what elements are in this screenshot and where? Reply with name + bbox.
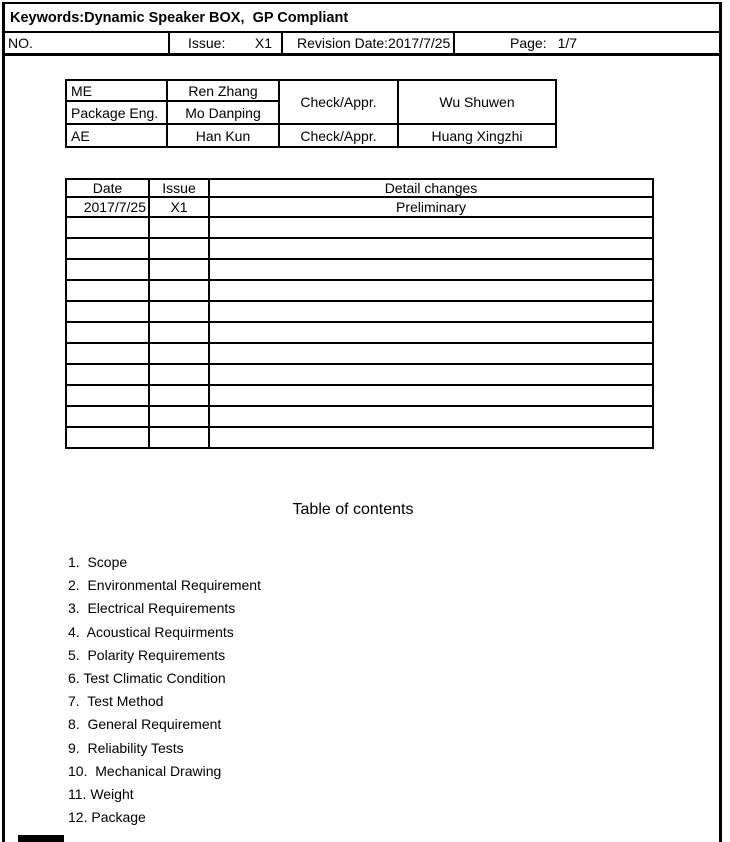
toc-item: 4. Acoustical Requirments <box>68 623 234 640</box>
revision-empty-cell <box>149 385 209 406</box>
page-label: Page: <box>510 35 547 51</box>
revision-empty-cell <box>209 301 653 322</box>
revision-header-row <box>66 179 653 197</box>
revision-empty-cell <box>66 238 149 259</box>
approval-role: ME <box>66 80 167 101</box>
check-appr-name: Huang Xingzhi <box>398 124 556 147</box>
revision-empty-row <box>66 259 653 280</box>
revision-empty-cell <box>209 259 653 280</box>
revision-issue: X1 <box>149 197 209 217</box>
revision-empty-cell <box>209 280 653 301</box>
check-appr-label: Check/Appr. <box>279 124 398 147</box>
revision-empty-row <box>66 301 653 322</box>
revision-empty-cell <box>66 217 149 238</box>
toc-item: 6. Test Climatic Condition <box>68 669 226 686</box>
keywords-row <box>5 4 719 33</box>
approval-row-ae <box>66 124 556 147</box>
revision-empty-cell <box>209 238 653 259</box>
revision-header-issue: Issue <box>149 179 209 197</box>
approval-table <box>65 79 557 148</box>
revision-header-date: Date <box>66 179 149 197</box>
revision-empty-cell <box>66 406 149 427</box>
toc-item: 7. Test Method <box>68 693 164 710</box>
revision-empty-row <box>66 364 653 385</box>
toc-list <box>68 551 261 829</box>
revision-detail: Preliminary <box>209 197 653 217</box>
revision-table-body <box>66 179 653 448</box>
approval-row-me <box>66 80 556 101</box>
toc-title: Table of contents <box>292 501 414 518</box>
revision-empty-cell <box>66 343 149 364</box>
no-cell <box>5 33 170 53</box>
revision-empty-cell <box>149 364 209 385</box>
revision-empty-cell <box>209 364 653 385</box>
cutoff-content-bar <box>18 835 64 842</box>
revision-empty-cell <box>149 322 209 343</box>
approval-name: Ren Zhang <box>167 80 279 101</box>
toc-item: 10. Mechanical Drawing <box>68 762 222 779</box>
toc-item: 3. Electrical Requirements <box>68 600 236 617</box>
issue-value: X1 <box>254 35 272 51</box>
revision-empty-row <box>66 343 653 364</box>
revision-empty-cell <box>209 217 653 238</box>
keywords-text: Keywords:Dynamic Speaker BOX, GP Compliant <box>10 9 349 26</box>
approval-name: Mo Danping <box>167 101 279 124</box>
revision-history-table <box>65 178 654 449</box>
issue-cell <box>170 33 283 53</box>
revision-date-cell <box>283 33 455 53</box>
revision-empty-cell <box>149 217 209 238</box>
approval-role: AE <box>66 124 167 147</box>
revision-empty-cell <box>66 322 149 343</box>
toc-item: 5. Polarity Requirements <box>68 646 226 663</box>
revision-empty-row <box>66 322 653 343</box>
revision-empty-row <box>66 238 653 259</box>
revision-empty-cell <box>66 301 149 322</box>
revision-empty-cell <box>66 427 149 448</box>
issue-label: Issue: <box>188 35 226 51</box>
revision-empty-cell <box>149 301 209 322</box>
revision-empty-cell <box>209 343 653 364</box>
revision-empty-row <box>66 406 653 427</box>
toc-item: 1. Scope <box>68 554 128 570</box>
revision-data-row <box>66 197 653 217</box>
revision-date-label: Revision Date: <box>297 35 389 51</box>
revision-empty-cell <box>149 427 209 448</box>
toc-item: 11. Weight <box>68 785 134 802</box>
toc-item: 8. General Requirement <box>68 716 222 733</box>
revision-empty-cell <box>149 280 209 301</box>
toc-item: 12. Package <box>68 809 146 826</box>
check-appr-name: Wu Shuwen <box>398 80 556 124</box>
revision-empty-cell <box>66 385 149 406</box>
page-number-value: 1/7 <box>557 35 578 51</box>
approval-name: Han Kun <box>167 124 279 147</box>
toc-item: 2. Environmental Requirement <box>68 577 261 594</box>
revision-empty-cell <box>209 322 653 343</box>
revision-empty-row <box>66 217 653 238</box>
revision-empty-cell <box>209 406 653 427</box>
revision-empty-cell <box>149 343 209 364</box>
revision-empty-cell <box>149 259 209 280</box>
toc-item: 9. Reliability Tests <box>68 739 184 756</box>
revision-empty-row <box>66 385 653 406</box>
document-info-row <box>5 33 719 56</box>
revision-date-value: 2017/7/25 <box>388 35 451 51</box>
no-label: NO. <box>8 35 33 51</box>
revision-date: 2017/7/25 <box>66 197 149 217</box>
revision-empty-cell <box>149 238 209 259</box>
approval-role: Package Eng. <box>66 101 167 124</box>
check-appr-label: Check/Appr. <box>279 80 398 124</box>
revision-empty-cell <box>149 406 209 427</box>
revision-header-detail: Detail changes <box>209 179 653 197</box>
revision-empty-cell <box>66 259 149 280</box>
revision-empty-cell <box>209 427 653 448</box>
page-number-cell <box>455 33 719 53</box>
revision-empty-cell <box>209 385 653 406</box>
revision-empty-row <box>66 427 653 448</box>
revision-empty-row <box>66 280 653 301</box>
revision-empty-cell <box>66 280 149 301</box>
revision-empty-cell <box>66 364 149 385</box>
